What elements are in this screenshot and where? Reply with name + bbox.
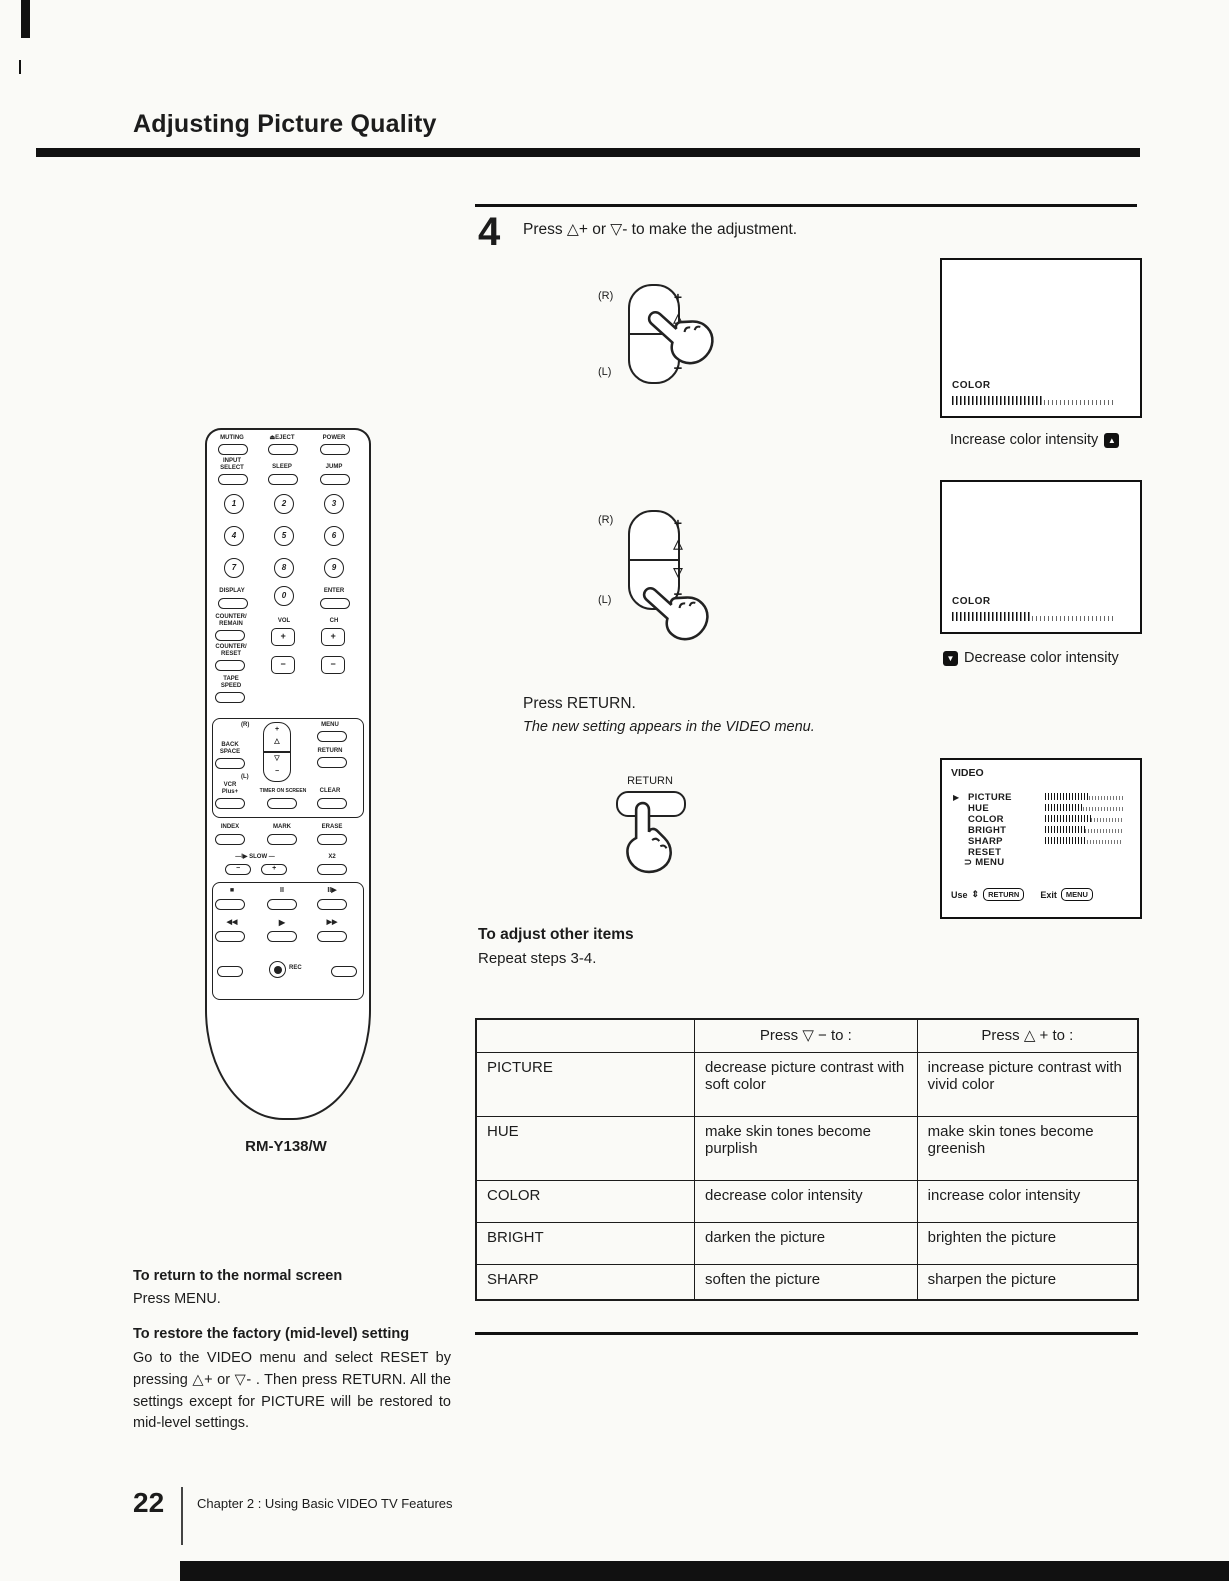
normal-screen-body: Press MENU. [133,1291,221,1307]
menu-item-sharp: SHARP [968,836,1003,847]
rec-left-button [217,966,243,977]
digit-5-button: 5 [274,526,294,546]
adjust-heading: To adjust other items [478,926,634,943]
play-button [267,931,297,942]
jump-label: JUMP [325,464,343,470]
menu-pointer-icon: ▶ [953,793,960,802]
digit-4-button: 4 [224,526,244,546]
minus-glyph: − [673,586,683,603]
rocker-minus: − [274,768,280,775]
row-item: PICTURE [476,1052,695,1116]
input-label-1: INPUT [223,458,241,464]
digit-8-button: 8 [274,558,294,578]
video-menu-title: VIDEO [951,767,984,779]
return-note-text: The new setting appears in the VIDEO menu. [523,719,815,735]
muting-label: MUTING [220,435,244,441]
footer-chapter-text: Chapter 2 : Using Basic VIDEO TV Features [197,1496,453,1511]
fast-forward-icon: ▶▶ [326,919,338,926]
clear-button [317,798,347,809]
remote-model-label: RM-Y138/W [245,1138,327,1155]
back-label: BACK [221,742,239,748]
up-triangle-glyph: △ [673,311,683,325]
adjust-body: Repeat steps 3-4. [478,950,597,967]
vcr-plus-button [215,798,245,809]
plus-label: Plus+ [221,788,239,795]
restore-heading: To restore the factory (mid-level) setting [133,1326,410,1342]
x2-button [317,864,347,875]
table-row [476,1180,1138,1222]
header-press-up: Press △ + to : [917,1019,1138,1052]
table-row [476,1052,1138,1116]
level-filled [952,396,1044,405]
tape-speed-2: SPEED [220,682,242,689]
rewind-icon: ◀◀ [226,919,238,926]
timer-onscreen-button [267,798,297,809]
digit-9-button: 9 [324,558,344,578]
return-button-label: RETURN [627,775,673,787]
restore-body: Go to the VIDEO menu and select RESET by pressing △+ or ▽- . Then press RETURN. All the settings except for PICTURE will be restored to mid-level settings. [133,1350,451,1432]
increase-icon: ▲ [1104,433,1119,448]
remote-label-l: (L) [241,774,249,780]
bottom-section-rule [475,1332,1138,1335]
pointing-hand-icon [618,801,680,875]
vol-up-button: + [271,628,295,646]
row-up: increase color intensity [917,1180,1138,1222]
step-rule [475,204,1137,207]
color-level-bar [952,396,1114,405]
index-button [215,834,245,845]
power-button [320,444,350,455]
decrease-caption [943,650,1119,666]
adjustment-table [475,1018,1139,1301]
row-item: HUE [476,1116,695,1180]
rocker-down: ▽ [274,755,280,762]
pause-icon: II [280,887,284,894]
frame-advance-button [317,899,347,910]
stop-icon: ■ [229,887,235,894]
scan-artifact [19,60,21,74]
color-osd-label: COLOR [952,380,991,391]
rocker-plus: + [274,726,280,733]
row-down: soften the picture [695,1264,918,1300]
plus-glyph: + [673,289,683,305]
menu-item-picture: PICTURE [968,792,1012,803]
counter-reset-1: COUNTER/ [215,644,247,650]
level-ticks [1045,826,1123,833]
tape-speed-1: TAPE [223,676,239,682]
back-space-label [213,742,247,755]
page-title: Adjusting Picture Quality [133,110,437,138]
level-ticks [1045,837,1123,844]
minus-glyph: − [673,360,683,377]
input-select-label [215,458,249,471]
rocker2-label-r: (R) [598,514,614,526]
row-up: make skin tones become greenish [917,1116,1138,1180]
remote-label-r: (R) [241,722,250,728]
return-button [317,757,347,768]
menu-item-menu: ⊃ MENU [964,857,1005,868]
menu-label: MENU [321,722,339,728]
vol-label: VOL [277,618,291,624]
frame-advance-icon: II▶ [327,887,337,894]
digit-2-button: 2 [274,494,294,514]
rocker1-label-r: (R) [598,290,614,302]
slow-minus-button: − [225,864,251,875]
return-keycap: RETURN [983,888,1024,901]
row-item: BRIGHT [476,1222,695,1264]
stop-button [215,899,245,910]
header-empty [476,1019,695,1052]
rewind-button [215,931,245,942]
clear-label: CLEAR [319,788,341,794]
level-ticks [1045,804,1123,811]
menu-footer [951,888,1093,901]
tv-screen-increase [940,258,1142,418]
row-item: COLOR [476,1180,695,1222]
exit-label: Exit [1040,889,1057,900]
digit-1-button: 1 [224,494,244,514]
erase-button [317,834,347,845]
ch-down-button: − [321,656,345,674]
power-label: POWER [322,435,346,441]
menu-item-hue: HUE [968,803,989,814]
level-ticks [1045,815,1123,822]
row-up: sharpen the picture [917,1264,1138,1300]
caption-text: Decrease color intensity [964,650,1119,666]
counter-reset-button [215,660,245,671]
back-space-button [215,758,245,769]
eject-label: ⏏EJECT [269,435,295,441]
title-rule [36,148,1140,157]
digit-0-button: 0 [274,586,294,606]
enter-label: ENTER [323,588,345,594]
counter-remain-button [215,630,245,641]
row-down: darken the picture [695,1222,918,1264]
counter-reset-label [211,644,251,657]
erase-label: ERASE [321,824,343,830]
mark-button [267,834,297,845]
input-select-button [218,474,248,485]
rocker2-label-l: (L) [598,594,612,606]
fast-forward-button [317,931,347,942]
tape-speed-label [211,676,251,689]
enter-button [320,598,350,609]
table-row [476,1116,1138,1180]
table-row [476,1264,1138,1300]
slow-plus-button: + [261,864,287,875]
display-label: DISPLAY [219,588,245,594]
caption-text: Increase color intensity [950,432,1099,448]
rocker-up: △ [274,738,280,745]
counter-reset-2: RESET [220,650,241,657]
level-empty [1044,400,1114,405]
step-number: 4 [478,210,501,254]
normal-screen-heading: To return to the normal screen [133,1268,343,1284]
slow-label: —I▶ SLOW — [235,854,275,860]
index-label: INDEX [220,824,240,830]
eject-button [268,444,298,455]
menu-button [317,731,347,742]
counter-label-2: REMAIN [219,620,243,627]
page-bottom-bar [180,1561,1229,1581]
display-button [218,598,248,609]
row-item: SHARP [476,1264,695,1300]
sleep-label: SLEEP [272,464,292,470]
tape-speed-button [215,692,245,703]
tv-screen-decrease [940,480,1142,634]
timer-onscreen-label: TIMER ON SCREEN [259,788,307,794]
menu-item-color: COLOR [968,814,1004,825]
vol-down-button: − [271,656,295,674]
digit-3-button: 3 [324,494,344,514]
step-instruction: Press △+ or ▽- to make the adjustment. [523,221,798,238]
decrease-icon: ▼ [943,651,958,666]
level-filled [952,612,1032,621]
increase-caption [950,432,1119,448]
row-down: decrease color intensity [695,1180,918,1222]
rec-right-button [331,966,357,977]
ch-label: CH [329,618,339,624]
menu-keycap: MENU [1061,888,1093,901]
row-up: increase picture contrast with vivid color [917,1052,1138,1116]
play-icon: ▶ [278,918,286,927]
updown-icon: ⇕ [971,889,980,899]
use-label: Use [951,889,968,900]
menu-item-bright: BRIGHT [968,825,1007,836]
counter-label-1: COUNTER/ [215,614,247,620]
digit-6-button: 6 [324,526,344,546]
press-return-text: Press RETURN. [523,695,636,712]
level-empty [1032,616,1114,621]
level-ticks [1045,793,1123,800]
rocker-divider [630,559,678,561]
ch-up-button: + [321,628,345,646]
rocker-divider [264,751,290,753]
input-label-2: SELECT [220,464,244,471]
muting-button [218,444,248,455]
rec-dot-button [269,961,286,978]
row-down: decrease picture contrast with soft color [695,1052,918,1116]
pause-button [267,899,297,910]
header-press-down: Press ▽ − to : [695,1019,918,1052]
down-triangle-glyph: ▽ [673,565,683,579]
menu-item-reset: RESET [968,847,1002,858]
rec-label: REC [289,965,302,971]
up-triangle-glyph: △ [673,537,683,551]
rocker1-label-l: (L) [598,366,612,378]
row-up: brighten the picture [917,1222,1138,1264]
digit-7-button: 7 [224,558,244,578]
remote-rocker [263,722,291,782]
color-level-bar [952,612,1114,621]
vcr-label: VCR [223,782,237,788]
jump-button [320,474,350,485]
return-label: RETURN [317,748,343,754]
counter-remain-label [211,614,251,627]
table-row [476,1222,1138,1264]
vcr-plus-label [213,782,247,795]
remote-control-illustration [205,428,371,1120]
video-menu-screen [940,758,1142,919]
space-label: SPACE [219,748,241,755]
x2-label: X2 [328,854,336,860]
row-down: make skin tones become purplish [695,1116,918,1180]
table-header-row [476,1019,1138,1052]
scan-artifact [21,0,30,38]
plus-glyph: + [673,515,683,531]
sleep-button [268,474,298,485]
mark-label: MARK [273,824,291,830]
color-osd-label: COLOR [952,596,991,607]
page-number: 22 [133,1487,165,1518]
footer-divider [181,1487,183,1545]
